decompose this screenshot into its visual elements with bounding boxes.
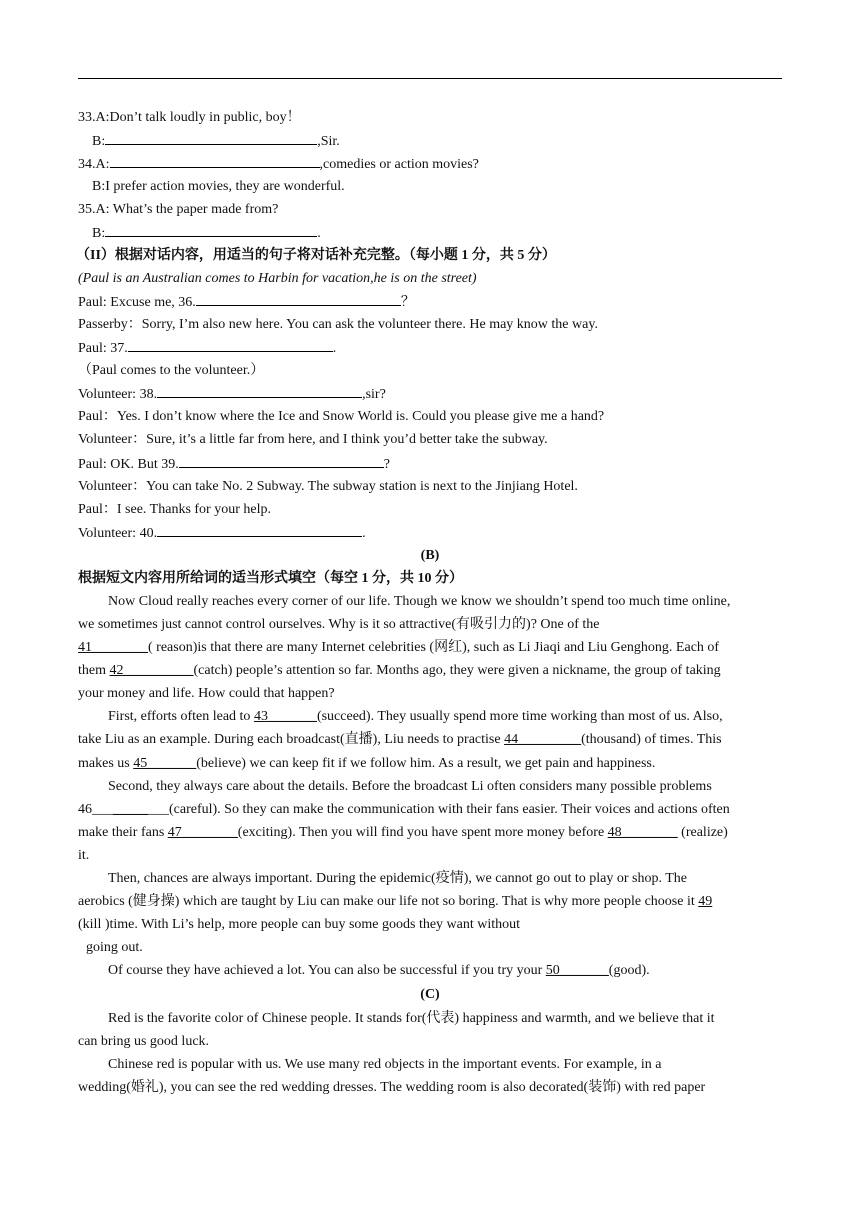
section-b-label: (B)	[420, 548, 440, 563]
passage-line: makes us 45_______(believe) we can keep fit if we follow him. As a result, we get pain and happiness.	[78, 756, 656, 771]
answer-blank[interactable]	[179, 455, 384, 468]
dialog-line: Volunteer：Sure, it’s a little far from here, and I think you’d better take the subway.	[78, 432, 548, 447]
dialog-line-37: Paul: 37. .	[78, 341, 337, 356]
dialog-line: Paul：Yes. I don’t know where the Ice and Snow World is. Could you please give me a hand?	[78, 409, 605, 424]
passage-line: First, efforts often lead to 43_______(succeed). They usually spend more time working than most of us. Also,	[108, 709, 723, 724]
passage-line: (kill )time. With Li’s help, more people can buy some goods they want without	[78, 917, 521, 932]
passage-line: aerobics (健身操) which are taught by Liu can make our life not so boring. That is why more people choose it 49	[78, 894, 713, 909]
q35-b: B: .	[92, 226, 321, 241]
blank-41[interactable]: 41________	[78, 640, 148, 655]
blank-43[interactable]: 43_______	[253, 709, 317, 724]
passage-line: it.	[78, 848, 90, 863]
dialog-line-38: Volunteer: 38. ,sir?	[78, 387, 386, 402]
part2-heading: （II）根据对话内容，用适当的句子将对话补充完整。（每小题 1 分，共 5 分）	[76, 248, 556, 263]
passage-line: Of course they have achieved a lot. You can also be successful if you try your 50_______(good).	[108, 963, 650, 978]
section-b-heading: 根据短文内容用所给词的适当形式填空（每空 1 分，共 10 分）	[78, 571, 463, 586]
dialog-line-39: Paul: OK. But 39. ?	[78, 457, 390, 472]
header-rule	[78, 78, 782, 79]
passage-line: can bring us good luck.	[78, 1034, 210, 1049]
answer-blank[interactable]	[105, 132, 317, 145]
dialog-line: Volunteer：You can take No. 2 Subway. The subway station is next to the Jinjiang Hotel.	[78, 479, 578, 494]
answer-blank[interactable]	[157, 524, 362, 537]
passage-line: we sometimes just cannot control ourselves. Why is it so attractive(有吸引力的)? One of the	[78, 617, 600, 632]
passage-line: Then, chances are always important. During the epidemic(疫情), we cannot go out to play or shop. The	[108, 871, 688, 886]
blank-48[interactable]: 48________	[607, 825, 678, 840]
passage-line: 46___________(careful). So they can make the communication with their fans easier. Their voices and actions often	[78, 802, 730, 817]
blank-42[interactable]: 42__________	[109, 663, 194, 678]
q34-a: 34.A: ,comedies or action movies?	[78, 157, 479, 172]
q33-a: 33.A:Don’t talk loudly in public, boy！	[78, 110, 301, 125]
q33-b: B: ,Sir.	[92, 134, 340, 149]
dialog-line-40: Volunteer: 40. .	[78, 526, 366, 541]
passage-line: take Liu as an example. During each broadcast(直播), Liu needs to practise 44_________(thousand) of times. This	[78, 732, 722, 747]
passage-line: going out.	[86, 940, 143, 955]
answer-blank[interactable]	[196, 293, 401, 306]
dialog-line-36: Paul: Excuse me, 36. ？	[78, 295, 415, 310]
q35-a: 35.A: What’s the paper made from?	[78, 202, 279, 217]
dialog-note: （Paul comes to the volunteer.）	[78, 363, 265, 378]
answer-blank[interactable]	[110, 155, 320, 168]
blank-44[interactable]: 44_________	[504, 732, 582, 747]
blank-46[interactable]: _____	[113, 802, 148, 817]
answer-blank[interactable]	[157, 385, 362, 398]
blank-47[interactable]: 47________	[167, 825, 238, 840]
part2-context: (Paul is an Australian comes to Harbin for vacation,he is on the street)	[78, 271, 477, 286]
blank-45[interactable]: 45_______	[133, 756, 197, 771]
passage-line: Chinese red is popular with us. We use many red objects in the important events. For example, in a	[108, 1057, 662, 1072]
blank-50[interactable]: 50_______	[545, 963, 609, 978]
q34-b: B:I prefer action movies, they are wonderful.	[92, 179, 345, 194]
passage-line: them 42__________(catch) people’s attention so far. Months ago, they were given a nickname, the group of taking	[78, 663, 721, 678]
passage-line: wedding(婚礼), you can see the red wedding dresses. The wedding room is also decorated(装饰) with red paper	[78, 1080, 706, 1095]
dialog-line: Passerby：Sorry, I’m also new here. You can ask the volunteer there. He may know the way.	[78, 317, 598, 332]
passage-line: make their fans 47________(exciting). Then you will find you have spent more money before 48________ (realize)	[78, 825, 728, 840]
passage-line: your money and life. How could that happen?	[78, 686, 335, 701]
answer-blank[interactable]	[128, 339, 333, 352]
answer-blank[interactable]	[105, 224, 317, 237]
section-c-label: (C)	[420, 987, 440, 1002]
passage-line: Now Cloud really reaches every corner of our life. Though we know we shouldn’t spend too much time online,	[108, 594, 731, 609]
dialog-line: Paul：I see. Thanks for your help.	[78, 502, 271, 517]
blank-49[interactable]: 49	[698, 894, 713, 909]
passage-line: Second, they always care about the details. Before the broadcast Li often considers many possible problems	[108, 779, 712, 794]
passage-line: 41________( reason)is that there are many Internet celebrities (网红), such as Li Jiaqi and Liu Genghong. Each of	[78, 640, 720, 655]
passage-line: Red is the favorite color of Chinese people. It stands for(代表) happiness and warmth, and we believe that it	[108, 1011, 715, 1026]
